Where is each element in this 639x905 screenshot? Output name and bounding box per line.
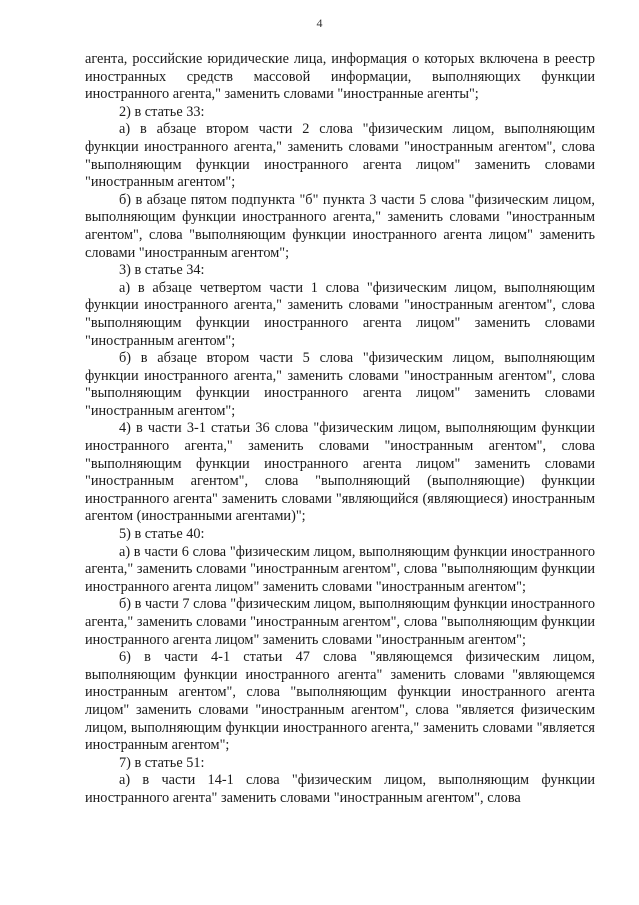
- paragraph-item-5: 5) в статье 40:: [119, 526, 205, 543]
- paragraph-item-5a: а) в части 6 слова "физическим лицом, выполняющим функции иностранного агента," заменить словами "иностранным агентом", слова "выполняющим функции иностранного агента лицом" заменить словами "иностранным агентом";: [85, 543, 595, 595]
- paragraph-item-3a: а) в абзаце четвертом части 1 слова "физическим лицом, выполняющим функции иностранного агента," заменить словами "иностранным агентом", слова "выполняющим функции иностранного агента лицом" заменить словами "иностранным агентом";: [85, 279, 595, 349]
- paragraph-item-7a: а) в части 14-1 слова "физическим лицом, выполняющим функции иностранного агента" заменить словами "иностранным агентом", слова: [85, 772, 595, 806]
- paragraph-item-6: 6) в части 4-1 статьи 47 слова "являющемся физическим лицом, выполняющим функции иностранного агента" заменить словами "являющемся иностранным агентом", слова "выполняющим функции иностранного агента лицом" заменить словами "иностранным агентом", слова "является физическим лицом, выполняющим функции иностранного агента," заменить словами "является иностранным агентом";: [85, 649, 595, 754]
- paragraph-item-2: 2) в статье 33:: [119, 103, 205, 120]
- paragraph-item-7: 7) в статье 51:: [119, 754, 205, 771]
- paragraph-item-5b: б) в части 7 слова "физическим лицом, выполняющим функции иностранного агента," заменить словами "иностранным агентом", слова "выполняющим функции иностранного агента лицом" заменить словами "иностранным агентом";: [85, 596, 595, 648]
- paragraph-item-2b: б) в абзаце пятом подпункта "б" пункта 3 части 5 слова "физическим лицом, выполняющим функции иностранного агента," заменить словами "иностранным агентом", слова "выполняющим функции иностранного агента лицом" заменить словами "иностранным агентом";: [85, 191, 595, 261]
- paragraph-item-2a: а) в абзаце втором части 2 слова "физическим лицом, выполняющим функции иностранного агента," заменить словами "иностранным агентом", слова "выполняющим функции иностранного агента лицом" заменить словами "иностранным агентом";: [85, 121, 595, 191]
- paragraph-item-4: 4) в части 3-1 статьи 36 слова "физическим лицом, выполняющим функции иностранного агента," заменить словами "иностранным агентом", слова "выполняющим функции иностранного агента лицом" заменить словами "иностранным агентом", слова "выполняющий (выполняющие) функции иностранного агента" заменить словами "являющийся (являющиеся) иностранным агентом (иностранными агентами)";: [85, 420, 595, 525]
- document-body: [85, 51, 595, 808]
- paragraph-item-3b: б) в абзаце втором части 5 слова "физическим лицом, выполняющим функции иностранного агента," заменить словами "иностранным агентом", слова "выполняющим функции иностранного агента лицом" заменить словами "иностранным агентом";: [85, 350, 595, 419]
- paragraph-item-3: 3) в статье 34:: [119, 262, 205, 279]
- page-number: 4: [316, 16, 323, 30]
- paragraph-continuation: агента, российские юридические лица, информация о которых включена в реестр иностранных средств массовой информации, выполняющих функции иностранного агента," заменить словами "иностранные агенты";: [85, 51, 595, 103]
